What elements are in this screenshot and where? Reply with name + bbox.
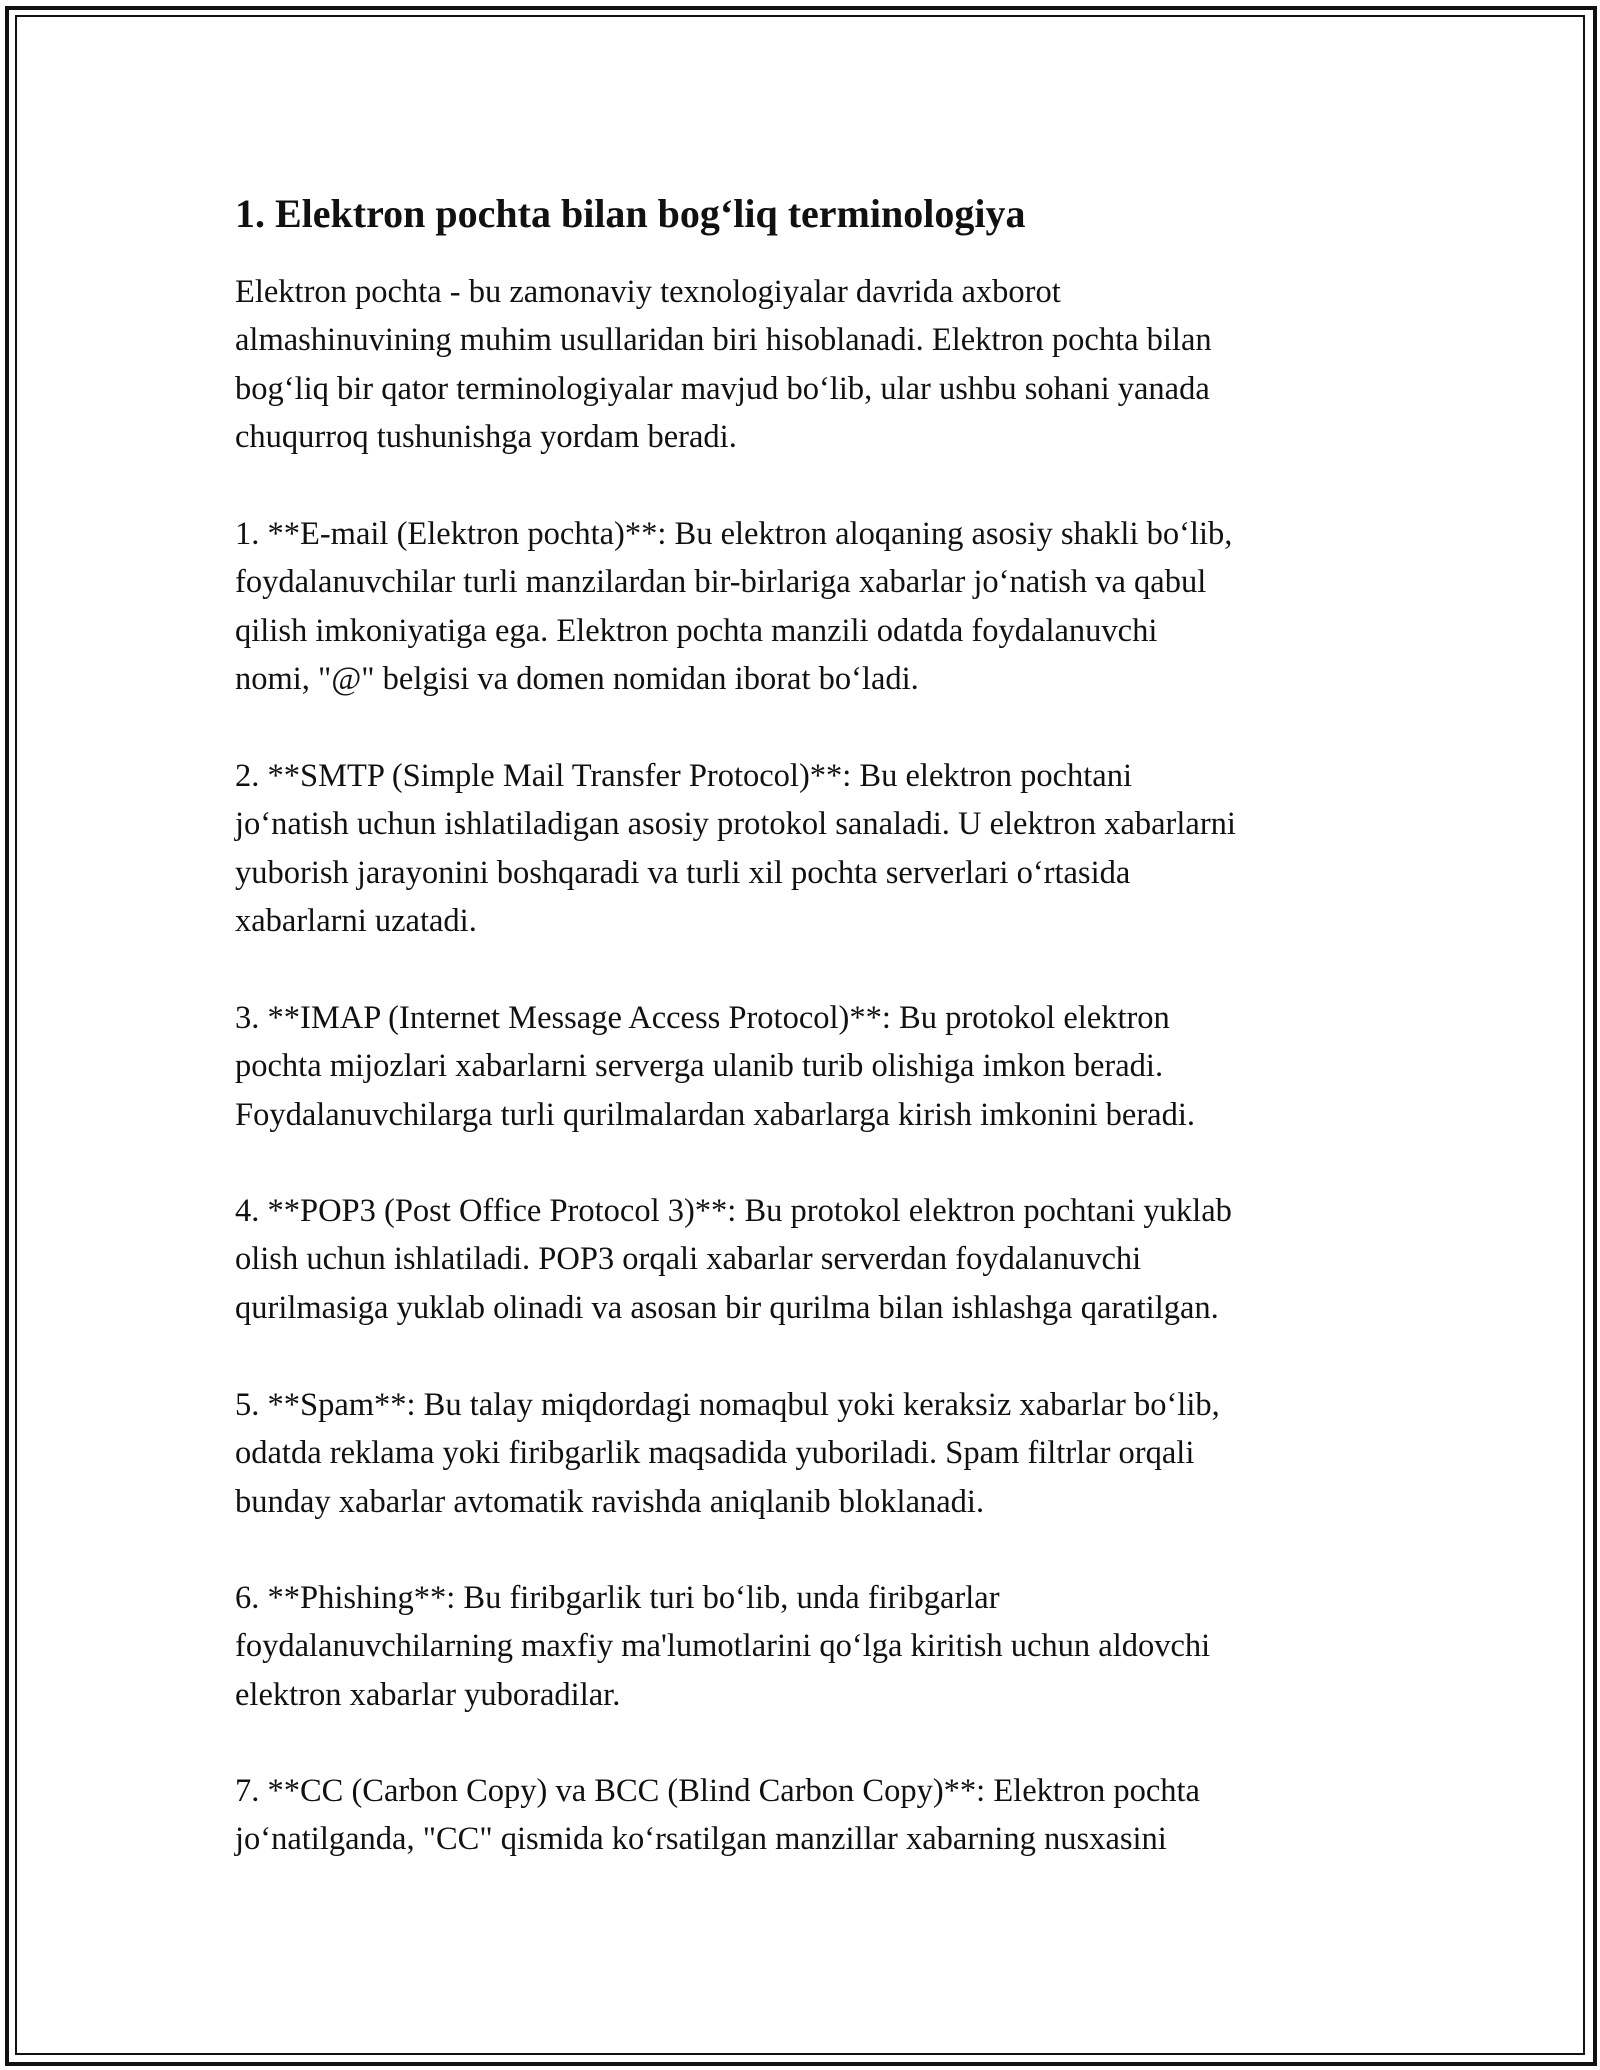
text-line: nomi, "@" belgisi va domen nomidan iborat bo‘ladi. <box>235 660 919 697</box>
text-line: 7. **CC (Carbon Copy) va BCC (Blind Carbon Copy)**: Elektron pochta <box>235 1773 1200 1809</box>
text-line: 4. **POP3 (Post Office Protocol 3)**: Bu protokol elektron pochtani yuklab <box>235 1193 1232 1229</box>
text-line: foydalanuvchilarning maxfiy ma'lumotlarini qo‘lga kiritish uchun aldovchi <box>235 1628 1211 1665</box>
text-line: olish uchun ishlatiladi. POP3 orqali xabarlar serverdan foydalanuvchi <box>235 1241 1142 1278</box>
text-line: Foydalanuvchilarga turli qurilmalardan xabarlarga kirish imkonini beradi. <box>235 1096 1195 1133</box>
term-smtp-paragraph <box>235 752 1385 945</box>
text-line: foydalanuvchilar turli manzilardan bir-birlariga xabarlar jo‘natish va qabul <box>235 564 1207 601</box>
term-email-paragraph <box>235 510 1385 703</box>
text-line: elektron xabarlar yuboradilar. <box>235 1676 621 1713</box>
text-line: qurilmasiga yuklab olinadi va asosan bir qurilma bilan ishlashga qaratilgan. <box>235 1289 1219 1326</box>
intro-paragraph <box>235 268 1385 461</box>
text-line: chuqurroq tushunishga yordam beradi. <box>235 418 737 455</box>
text-line: 5. **Spam**: Bu talay miqdordagi nomaqbul yoki keraksiz xabarlar bo‘lib, <box>235 1387 1220 1423</box>
term-pop3-paragraph <box>235 1187 1385 1332</box>
text-line: odatda reklama yoki firibgarlik maqsadida yuboriladi. Spam filtrlar orqali <box>235 1435 1195 1472</box>
text-line: jo‘natilganda, "CC" qismida ko‘rsatilgan manzillar xabarning nusxasini <box>235 1821 1167 1858</box>
text-line: 3. **IMAP (Internet Message Access Protocol)**: Bu protokol elektron <box>235 1000 1170 1036</box>
term-spam-paragraph <box>235 1381 1385 1526</box>
text-line: yuborish jarayonini boshqaradi va turli xil pochta serverlari o‘rtasida <box>235 854 1131 891</box>
term-cc-bcc-paragraph <box>235 1767 1385 1864</box>
text-line: 1. **E-mail (Elektron pochta)**: Bu elektron aloqaning asosiy shakli bo‘lib, <box>235 516 1233 552</box>
text-line: bunday xabarlar avtomatik ravishda aniqlanib bloklanadi. <box>235 1483 985 1520</box>
text-line: bog‘liq bir qator terminologiyalar mavjud bo‘lib, ular ushbu sohani yanada <box>235 370 1210 407</box>
text-line: almashinuvining muhim usullaridan biri hisoblanadi. Elektron pochta bilan <box>235 322 1212 359</box>
text-line: pochta mijozlari xabarlarni serverga ulanib turib olishiga imkon beradi. <box>235 1048 1164 1085</box>
text-line: jo‘natish uchun ishlatiladigan asosiy protokol sanaladi. U elektron xabarlarni <box>235 806 1236 843</box>
section-heading: 1. Elektron pochta bilan bog‘liq terminologiya <box>235 191 1026 236</box>
text-line: 6. **Phishing**: Bu firibgarlik turi bo‘lib, unda firibgarlar <box>235 1580 1000 1616</box>
text-line: xabarlarni uzatadi. <box>235 902 477 939</box>
text-line: Elektron pochta - bu zamonaviy texnologiyalar davrida axborot <box>235 274 1061 310</box>
term-phishing-paragraph <box>235 1574 1385 1719</box>
term-imap-paragraph <box>235 994 1385 1139</box>
text-line: qilish imkoniyatiga ega. Elektron pochta manzili odatda foydalanuvchi <box>235 612 1158 649</box>
text-line: 2. **SMTP (Simple Mail Transfer Protocol)**: Bu elektron pochtani <box>235 758 1133 794</box>
